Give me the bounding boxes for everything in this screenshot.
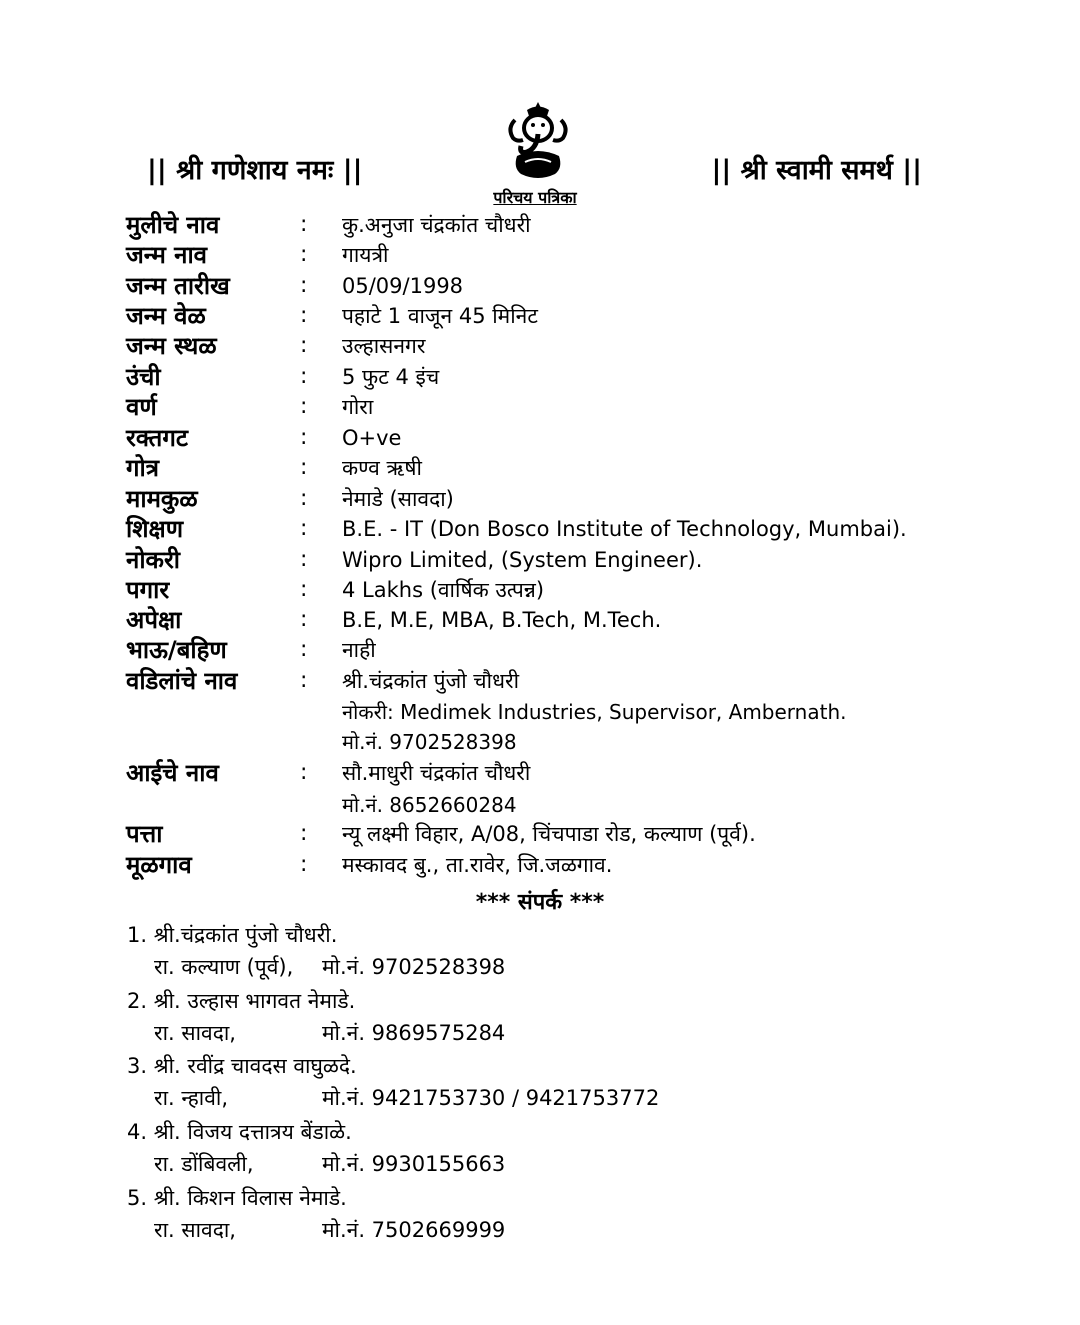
- detail-colon: :: [300, 821, 308, 846]
- contact-place: रा. न्हावी,: [154, 1086, 229, 1110]
- detail-colon: :: [300, 273, 308, 298]
- detail-colon: :: [300, 455, 308, 480]
- detail-value: न्यू लक्ष्मी विहार, A/08, चिंचपाडा रोड, कल्याण (पूर्व).: [342, 822, 756, 846]
- contact-mobile: मो.नं. 9930155663: [322, 1152, 506, 1176]
- detail-row: [0, 271, 1080, 301]
- detail-colon: :: [300, 607, 308, 632]
- detail-colon: :: [300, 577, 308, 602]
- contact-name: 1. श्री.चंद्रकांत पुंजो चौधरी.: [127, 923, 338, 947]
- detail-value: कण्व ऋषी: [342, 456, 422, 480]
- detail-label: जन्म स्थळ: [126, 332, 217, 360]
- detail-row: [0, 423, 1080, 453]
- detail-colon: :: [300, 486, 308, 511]
- detail-label: जन्म वेळ: [126, 302, 206, 330]
- detail-label: वर्ण: [126, 393, 157, 421]
- detail-colon: :: [300, 547, 308, 572]
- detail-row: [0, 758, 1080, 788]
- detail-label: जन्म तारीख: [126, 272, 230, 300]
- contact-place: रा. सावदा,: [154, 1218, 236, 1242]
- detail-label: वडिलांचे नाव: [126, 667, 238, 695]
- detail-value: गोरा: [342, 395, 374, 419]
- detail-label: नोकरी: [126, 546, 180, 574]
- detail-colon: :: [300, 852, 308, 877]
- detail-row: [0, 819, 1080, 849]
- detail-label: पत्ता: [126, 820, 163, 848]
- left-invocation: || श्री गणेशाय नमः ||: [147, 155, 363, 186]
- detail-colon: :: [300, 364, 308, 389]
- detail-colon: :: [300, 668, 308, 693]
- contact-section-title: *** संपर्क ***: [475, 890, 605, 915]
- ganesha-icon: [497, 98, 579, 182]
- father-mobile: मो.नं. 9702528398: [342, 730, 517, 754]
- detail-colon: :: [300, 303, 308, 328]
- detail-row: [0, 392, 1080, 422]
- detail-value: सौ.माधुरी चंद्रकांत चौधरी: [342, 761, 531, 785]
- detail-value: गायत्री: [342, 243, 389, 267]
- contact-name: 4. श्री. विजय दत्तात्रय बेंडाळे.: [127, 1120, 352, 1144]
- detail-value: 5 फुट 4 इंच: [342, 365, 440, 389]
- contact-name: 3. श्री. रवींद्र चावदस वाघुळदे.: [127, 1054, 357, 1078]
- detail-row: [0, 545, 1080, 575]
- detail-value: पहाटे 1 वाजून 45 मिनिट: [342, 304, 538, 328]
- detail-label: मूळगाव: [126, 851, 192, 879]
- detail-value: मस्कावद बु., ता.रावेर, जि.जळगाव.: [342, 853, 613, 877]
- detail-row: [0, 850, 1080, 880]
- detail-value: नाही: [342, 638, 376, 662]
- detail-row: [0, 453, 1080, 483]
- contact-mobile: मो.नं. 7502669999: [322, 1218, 506, 1242]
- detail-label: भाऊ/बहिण: [126, 636, 227, 664]
- detail-row: [0, 635, 1080, 665]
- mother-mobile: मो.नं. 8652660284: [342, 793, 517, 817]
- contact-name: 5. श्री. किशन विलास नेमाडे.: [127, 1186, 347, 1210]
- detail-row: [0, 514, 1080, 544]
- detail-colon: :: [300, 516, 308, 541]
- contact-place: रा. सावदा,: [154, 1021, 236, 1045]
- detail-label: अपेक्षा: [126, 606, 182, 634]
- detail-colon: :: [300, 242, 308, 267]
- detail-value: B.E, M.E, MBA, B.Tech, M.Tech.: [342, 608, 662, 632]
- detail-label: जन्म नाव: [126, 241, 208, 269]
- detail-label: पगार: [126, 576, 170, 604]
- detail-row: [0, 666, 1080, 696]
- detail-colon: :: [300, 760, 308, 785]
- detail-value: उल्हासनगर: [342, 334, 426, 358]
- contact-detail: [154, 1149, 505, 1179]
- detail-value: कु.अनुजा चंद्रकांत चौधरी: [342, 213, 531, 237]
- contact-mobile: मो.नं. 9702528398: [322, 955, 506, 979]
- contact-detail: [154, 1215, 505, 1245]
- contact-place: रा. डोंबिवली,: [154, 1152, 254, 1176]
- detail-row: [0, 331, 1080, 361]
- detail-label: शिक्षण: [126, 515, 184, 543]
- detail-label: मुलीचे नाव: [126, 211, 220, 239]
- detail-row: [0, 575, 1080, 605]
- detail-value: B.E. - IT (Don Bosco Institute of Technology, Mumbai).: [342, 517, 907, 541]
- detail-label: मामकुळ: [126, 485, 198, 513]
- detail-value: श्री.चंद्रकांत पुंजो चौधरी: [342, 669, 520, 693]
- right-invocation: || श्री स्वामी समर्थ ||: [711, 155, 922, 186]
- detail-label: रक्तगट: [126, 424, 188, 452]
- contact-detail: [154, 1018, 505, 1048]
- father-job: नोकरी: Medimek Industries, Supervisor, Ambernath.: [342, 700, 847, 724]
- contact-mobile: मो.नं. 9869575284: [322, 1021, 506, 1045]
- detail-colon: :: [300, 637, 308, 662]
- detail-colon: :: [300, 212, 308, 237]
- detail-label: आईचे नाव: [126, 759, 219, 787]
- detail-row: [0, 210, 1080, 240]
- contact-place: रा. कल्याण (पूर्व),: [154, 955, 294, 979]
- detail-row: [0, 362, 1080, 392]
- document-subtitle: परिचय पत्रिका: [493, 188, 577, 207]
- detail-colon: :: [300, 394, 308, 419]
- detail-label: गोत्र: [126, 454, 159, 482]
- detail-value: 05/09/1998: [342, 274, 464, 298]
- detail-value: 4 Lakhs (वार्षिक उत्पन्न): [342, 578, 545, 602]
- detail-row: [0, 240, 1080, 270]
- detail-colon: :: [300, 425, 308, 450]
- detail-row: [0, 484, 1080, 514]
- detail-value: Wipro Limited, (System Engineer).: [342, 548, 703, 572]
- contact-name: 2. श्री. उल्हास भागवत नेमाडे.: [127, 989, 356, 1013]
- detail-row: [0, 301, 1080, 331]
- contact-detail: [154, 1083, 659, 1113]
- detail-value: O+ve: [342, 426, 402, 450]
- contact-mobile: मो.नं. 9421753730 / 9421753772: [322, 1086, 660, 1110]
- detail-value: नेमाडे (सावदा): [342, 487, 454, 511]
- detail-row: [0, 605, 1080, 635]
- detail-colon: :: [300, 333, 308, 358]
- detail-label: उंची: [126, 363, 161, 391]
- contact-detail: [154, 952, 505, 982]
